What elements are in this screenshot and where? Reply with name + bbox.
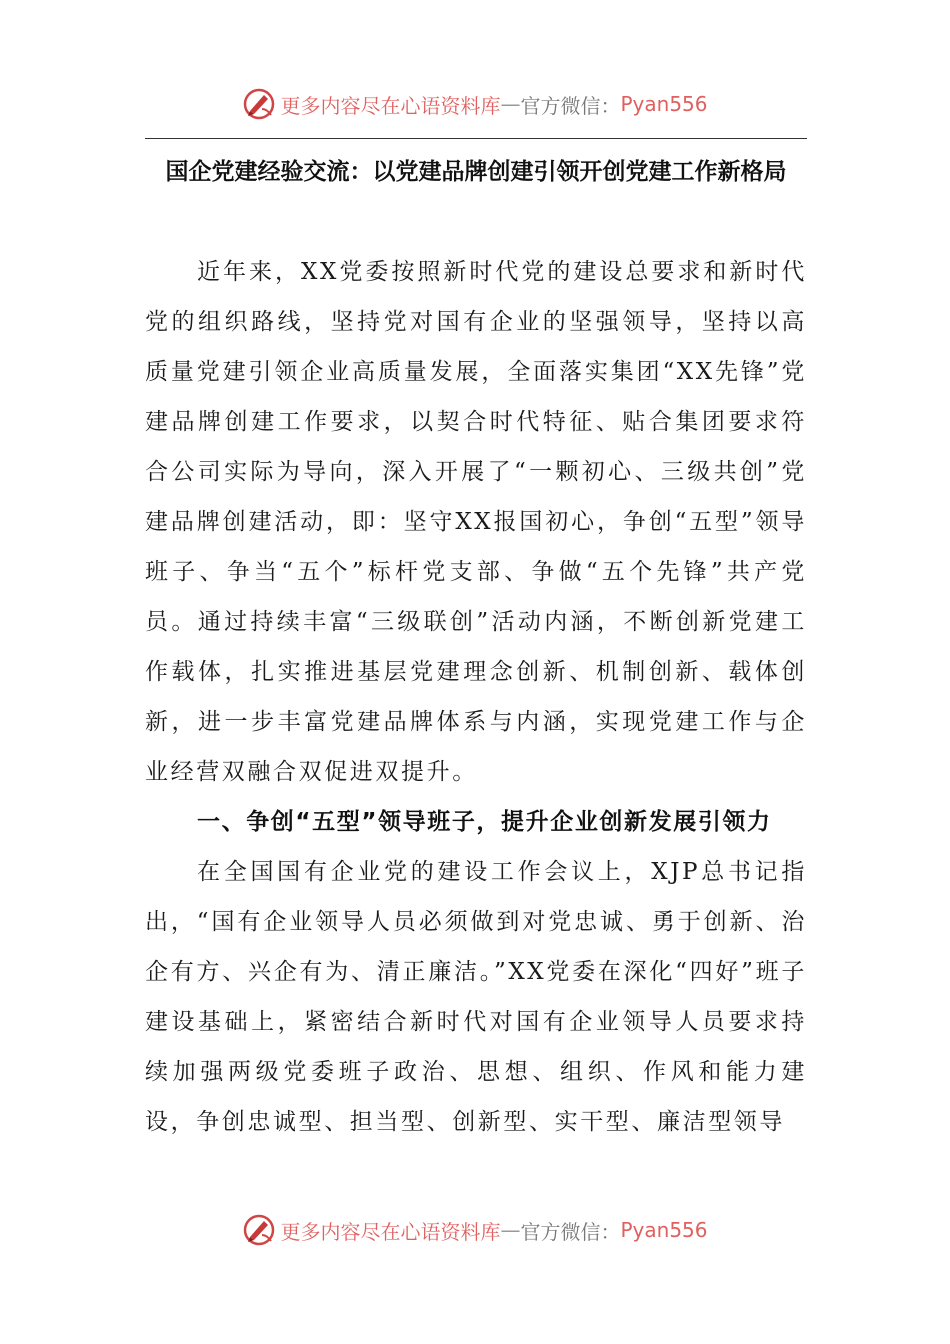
- banner-library-text: 更多内容尽在心语资料库: [280, 1219, 501, 1244]
- banner-dash: —: [500, 92, 521, 116]
- section-1-paragraph: 在全国国有企业党的建设工作会议上，XJP总书记指出，“国有企业领导人员必须做到对党忠诚、勇于创新、治企有方、兴企有为、清正廉洁。”XX党委在深化“四好”班子建设基础上，紧密结合新时代对国有企业领导人员要求持续加强两级党委班子政治、思想、组织、作风和能力建设，争创忠诚型、担当型、创新型、实干型、廉洁型领导: [145, 859, 807, 1135]
- banner-wechat-id: Pyan556: [620, 92, 708, 116]
- footer-watermark-banner: [0, 1210, 950, 1250]
- banner-dash: —: [500, 1218, 521, 1242]
- document-body: [145, 247, 807, 1147]
- banner-wechat-label: 官方微信：: [520, 93, 621, 118]
- section-heading-1: 一、争创“五型”领导班子，提升企业创新发展引领力: [197, 809, 772, 835]
- header-divider: [145, 138, 807, 139]
- header-watermark-banner: [0, 84, 950, 124]
- pen-seal-logo-icon: [242, 87, 276, 121]
- pen-seal-logo-icon: [242, 1213, 276, 1247]
- document-title: 国企党建经验交流：以党建品牌创建引领开创党建工作新格局: [165, 159, 787, 185]
- banner-wechat-id: Pyan556: [620, 1218, 708, 1242]
- banner-library-text: 更多内容尽在心语资料库: [280, 93, 501, 118]
- intro-paragraph: 近年来，XX党委按照新时代党的建设总要求和新时代党的组织路线，坚持党对国有企业的坚强领导，坚持以高质量党建引领企业高质量发展，全面落实集团“XX先锋”党建品牌创建工作要求，以契合时代特征、贴合集团要求符合公司实际为导向，深入开展了“一颗初心、三级共创”党建品牌创建活动，即：坚守XX报国初心，争创“五型”领导班子、争当“五个”标杆党支部、争做“五个先锋”共产党员。通过持续丰富“三级联创”活动内涵，不断创新党建工作载体，扎实推进基层党建理念创新、机制创新、载体创新，进一步丰富党建品牌体系与内涵，实现党建工作与企业经营双融合双促进双提升。: [145, 259, 807, 785]
- banner-wechat-label: 官方微信：: [520, 1219, 621, 1244]
